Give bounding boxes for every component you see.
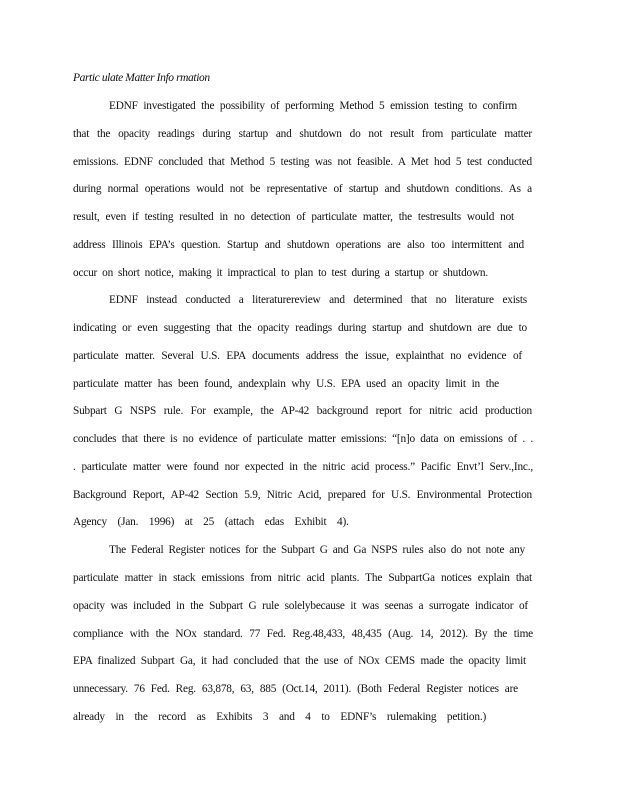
paragraph-1-line-2: that the opacity readings during startup and shutdown do not result from particulate matter <box>73 128 532 140</box>
paragraph-3-line-3: opacity was included in the Subpart G rule solelybecause it was seenas a surrogate indicator of <box>73 600 528 612</box>
paragraph-2-line-8: Background Report, AP-42 Section 5.9, Nitric Acid, prepared for U.S. Environmental Protection <box>73 489 532 501</box>
paragraph-2-line-6: concludes that there is no evidence of particulate matter emissions: “[n]o data on emissions of . . <box>73 433 533 445</box>
paragraph-1-line-7: occur on short notice, making it impractical to plan to test during a startup or shutdown. <box>73 267 488 279</box>
paragraph-1-line-3: emissions. EDNF concluded that Method 5 testing was not feasible. A Met hod 5 test conducted <box>73 156 532 168</box>
paragraph-2-line-4: particulate matter has been found, andexplain why U.S. EPA used an opacity limit in the <box>73 378 499 390</box>
paragraph-3-line-7: already in the record as Exhibits 3 and 4 to EDNF’s rulemaking petition.) <box>73 711 487 723</box>
paragraph-2-line-3: particulate matter. Several U.S. EPA documents address the issue, explainthat no evidence of <box>73 350 522 362</box>
paragraph-1-line-6: address Illinois EPA’s question. Startup and shutdown operations are also too intermittent and <box>73 239 524 251</box>
paragraph-1-line-5: result, even if testing resulted in no detection of particulate matter, the testresults would not <box>73 211 514 223</box>
paragraph-3-line-5: EPA finalized Subpart Ga, it had concluded that the use of NOx CEMS made the opacity limit <box>73 655 526 667</box>
paragraph-2-line-9: Agency (Jan. 1996) at 25 (attach edas Exhibit 4). <box>73 516 349 528</box>
paragraph-2-line-7: . particulate matter were found nor expected in the nitric acid process.” Pacific Envt’l Serv.,Inc., <box>73 461 533 473</box>
paragraph-1-line-1: EDNF investigated the possibility of performing Method 5 emission testing to confirm <box>109 100 517 112</box>
paragraph-2-line-1: EDNF instead conducted a literaturereview and determined that no literature exists <box>109 294 527 306</box>
paragraph-2-line-2: indicating or even suggesting that the opacity readings during startup and shutdown are due to <box>73 322 527 334</box>
paragraph-2-line-5: Subpart G NSPS rule. For example, the AP-42 background report for nitric acid production <box>73 405 532 417</box>
section-heading: Partic ulate Matter Info rmation <box>73 72 210 84</box>
paragraph-3-line-4: compliance with the NOx standard. 77 Fed. Reg.48,433, 48,435 (Aug. 14, 2012). By the time <box>73 628 533 640</box>
paragraph-3-line-6: unnecessary. 76 Fed. Reg. 63,878, 63, 885 (Oct.14, 2011). (Both Federal Register notices are <box>73 683 518 695</box>
paragraph-1-line-4: during normal operations would not be representative of startup and shutdown conditions. As a <box>73 183 532 195</box>
paragraph-3-line-1: The Federal Register notices for the Subpart G and Ga NSPS rules also do not note any <box>109 544 525 556</box>
paragraph-3-line-2: particulate matter in stack emissions from nitric acid plants. The SubpartGa notices explain that <box>73 572 532 584</box>
